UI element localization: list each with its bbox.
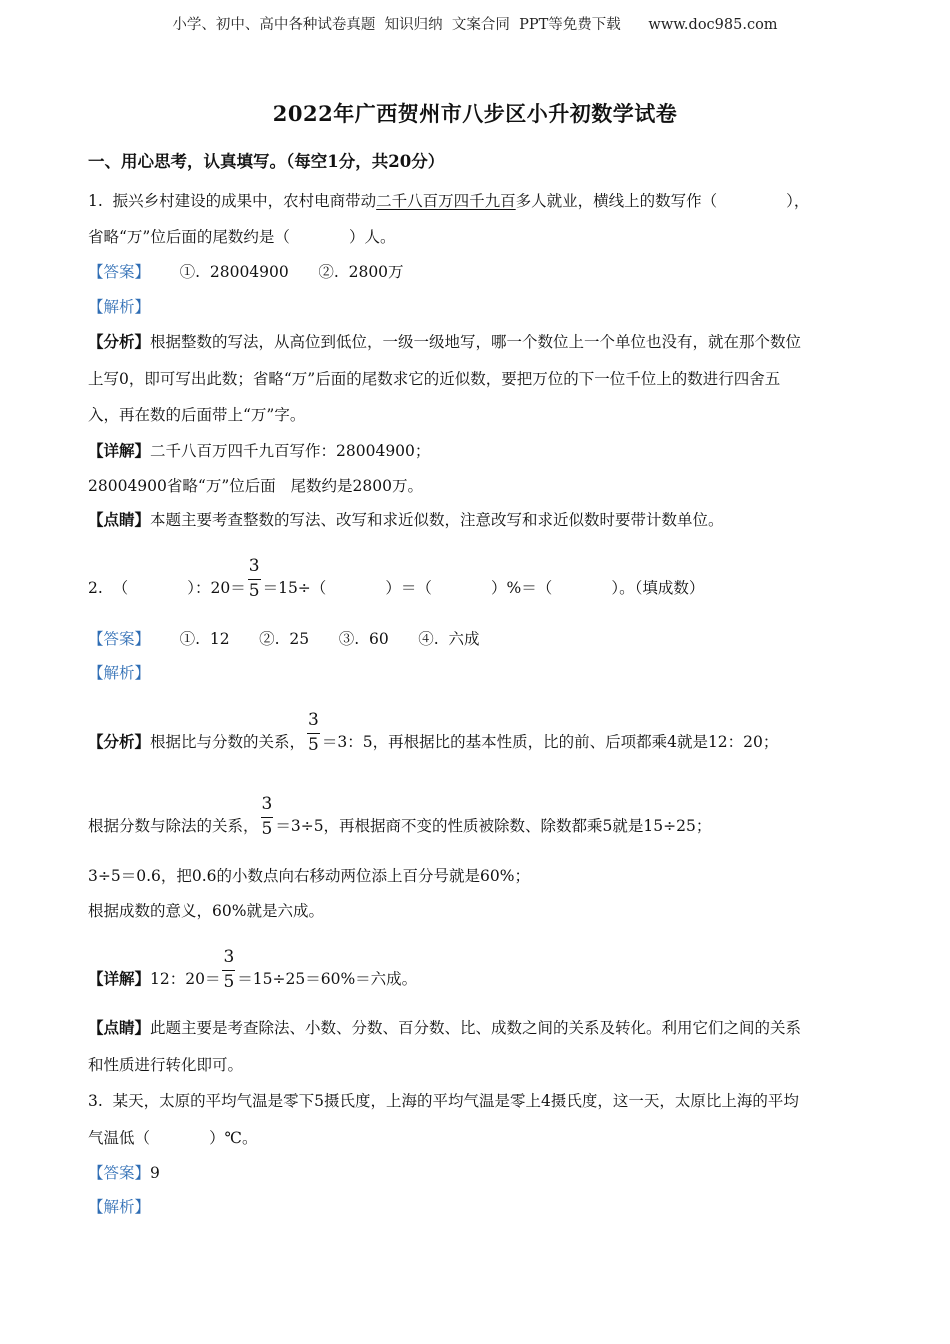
- detail-label: 【详解】: [88, 969, 151, 988]
- q1-analysis-line2: 上写0，即可写出此数；省略“万”后面的尾数求它的近似数，要把万位的下一位千位上的数进行四舍五: [88, 370, 781, 388]
- q3-answer-text: 9: [150, 1164, 160, 1182]
- q2-comment-line2: 和性质进行转化即可。: [88, 1056, 244, 1074]
- q2-detail: [88, 947, 418, 1001]
- q3-answer: [88, 1163, 160, 1183]
- answer-label: 【答案】: [88, 263, 151, 281]
- fraction-denominator: 5: [308, 735, 319, 755]
- detail-label: 【详解】: [88, 441, 151, 460]
- q3-explain-label: 【解析】: [88, 1198, 151, 1216]
- q1-comment: [88, 510, 724, 530]
- q1-explain-label: 【解析】: [88, 298, 151, 316]
- fraction-denominator: 5: [248, 581, 260, 601]
- analysis-label: 【分析】: [88, 732, 151, 751]
- q2-comment-text: 此题主要是考查除法、小数、分数、百分数、比、成数之间的关系及转化。利用它们之间的关系: [150, 1019, 802, 1037]
- q3-stem-line2: 气温低（ ）℃。: [88, 1129, 258, 1147]
- q1-analysis-line3: 入，再在数的后面带上“万”字。: [88, 406, 306, 424]
- q2-answer-text: ①. 12 ②. 25 ③. 60 ④. 六成: [150, 630, 480, 648]
- section-heading: 一、用心思考，认真填写。（每空1分，共20分）: [88, 152, 445, 171]
- comment-label: 【点睛】: [88, 510, 151, 529]
- answer-label: 【答案】: [88, 630, 151, 648]
- q2-analysis-line4: 根据成数的意义，60%就是六成。: [88, 902, 324, 920]
- q2-analysis-text: 根据比与分数的关系，: [150, 733, 306, 751]
- fraction-three-fifths: [222, 949, 235, 991]
- q2-analysis-line3: 3÷5＝0.6，把0.6的小数点向右移动两位添上百分号就是60%；: [88, 867, 530, 885]
- q3-stem-line1: 3. 某天，太原的平均气温是零下5摄氏度，上海的平均气温是零上4摄氏度，这一天，太原比上海的平均: [88, 1092, 799, 1110]
- q1-comment-text: 本题主要考查整数的写法、改写和求近似数，注意改写和求近似数时要带计数单位。: [150, 511, 724, 529]
- q2-explain-label: 【解析】: [88, 664, 151, 682]
- fraction-numerator: 3: [222, 949, 235, 971]
- q2-analysis-text-3: 根据分数与除法的关系，: [88, 817, 259, 835]
- q2-analysis-line2: [88, 794, 712, 848]
- fraction-three-fifths: [261, 796, 274, 838]
- fraction-three-fifths: [307, 712, 320, 754]
- q1-stem-text-2: 多人就业，横线上的数写作（ ），: [515, 192, 810, 210]
- q1-detail-line2: 28004900省略“万”位后面 尾数约是2800万。: [88, 477, 423, 495]
- fraction-denominator: 5: [261, 819, 273, 839]
- analysis-label: 【分析】: [88, 332, 151, 351]
- q1-analysis-text: 根据整数的写法，从高位到低位，一级一级地写，哪一个数位上一个单位也没有，就在那个数位: [150, 333, 802, 351]
- fraction-numerator: 3: [248, 558, 261, 580]
- fraction-three-fifths: [248, 558, 261, 600]
- answer-label: 【答案】: [88, 1164, 151, 1182]
- q2-analysis-text-4: ＝3÷5，再根据商不变的性质被除数、除数都乘5就是15÷25；: [275, 817, 712, 835]
- q2-answer: [88, 629, 480, 649]
- q1-stem-text: 1. 振兴乡村建设的成果中，农村电商带动: [88, 192, 377, 210]
- fraction-denominator: 5: [223, 972, 235, 992]
- q1-stem-line2: 省略“万”位后面的尾数约是（ ）人。: [88, 228, 396, 246]
- page-title: 2022年广西贺州市八步区小升初数学试卷: [272, 101, 678, 126]
- q2-detail-text: 12：20＝: [150, 970, 221, 988]
- q2-stem: [88, 556, 705, 610]
- q1-answer-text: ①. 28004900 ②. 2800万: [150, 263, 404, 281]
- q1-underlined-number: 二千八百万四千九百: [376, 192, 516, 210]
- q2-detail-text-2: ＝15÷25＝60%＝六成。: [237, 970, 418, 988]
- q2-stem-text: 2. （ ）：20＝: [88, 579, 246, 597]
- q1-analysis-line1: [88, 332, 801, 352]
- fraction-numerator: 3: [261, 796, 274, 818]
- q2-analysis-line1: [88, 710, 779, 764]
- comment-label: 【点睛】: [88, 1018, 151, 1037]
- q2-analysis-text-2: ＝3：5，再根据比的基本性质，比的前、后项都乘4就是12：20；: [321, 733, 779, 751]
- q1-detail-line1: [88, 441, 430, 461]
- q1-detail-text: 二千八百万四千九百写作：28004900；: [150, 442, 431, 460]
- q2-stem-text-2: ＝15÷（ ）＝（ ）%＝（ ）。（填成数）: [262, 579, 705, 597]
- q1-stem-line1: [88, 191, 809, 211]
- fraction-numerator: 3: [307, 712, 320, 734]
- q1-answer: [88, 262, 404, 282]
- q2-comment-line1: [88, 1018, 801, 1038]
- site-header: 小学、初中、高中各种试卷真题 知识归纳 文案合同 PPT等免费下载 www.doc985.com: [172, 17, 778, 33]
